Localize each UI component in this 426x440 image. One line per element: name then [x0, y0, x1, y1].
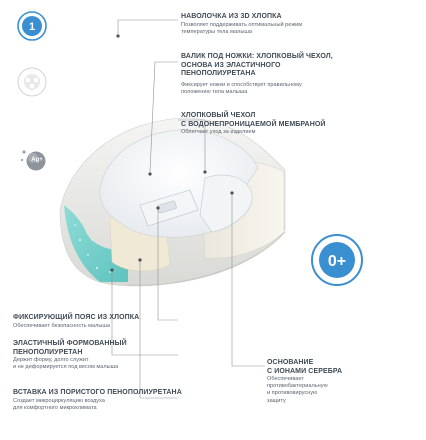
feature-desc-line: Обеспечивает безопасность малыша — [13, 322, 110, 329]
feature-desc-line: противобактериальную — [267, 383, 328, 390]
feature-title: ФИКСИРУЮЩИЙ ПОЯС ИЗ ХЛОПКА — [13, 314, 140, 321]
feature-desc-line: Фиксирует ножки и способствует правильному — [181, 81, 302, 88]
feature-desc-line: для комфортного микроклимата — [13, 404, 97, 411]
feature-porous-insert — [13, 389, 213, 412]
age-zero-plus-icon — [312, 235, 362, 285]
feature-pillowcase — [181, 13, 411, 36]
svg-text:1: 1 — [28, 21, 36, 33]
feature-title: ОСНОВА ИЗ ЭЛАСТИЧНОГО — [181, 61, 281, 69]
feature-desc-line: и противовирусную — [267, 390, 318, 397]
feature-title: ВСТАВКА ИЗ ПОРИСТОГО ПЕНОПОЛИУРЕТАНА — [13, 389, 182, 396]
feature-desc-line: защиту — [267, 397, 286, 404]
feature-desc-line: Обеспечивает — [267, 376, 304, 382]
feature-elastic-foam — [13, 340, 193, 371]
feature-desc-line: и не деформируется под весом малыша — [13, 364, 119, 371]
feature-title: ХЛОПКОВЫЙ ЧЕХОЛ — [181, 112, 256, 119]
feature-title: ОСНОВАНИЕ — [267, 359, 314, 366]
feature-desc-line: температуры тела малыша — [181, 28, 252, 35]
cotton-flower-icon — [18, 68, 46, 96]
feature-title: ПЕНОПОЛИУРЕТАН — [13, 348, 83, 356]
feature-desc-line: Облегчает уход за изделием — [181, 129, 256, 135]
svg-text:0+: 0+ — [327, 253, 347, 270]
feature-title: С ВОДОНЕПРОНИЦАЕМОЙ МЕМБРАНОЙ — [181, 120, 326, 128]
feature-foot-roll — [181, 53, 421, 96]
feature-title: С ИОНАМИ СЕРЕБРА — [267, 367, 343, 375]
feature-silver-base — [267, 359, 387, 405]
feature-title: НАВОЛОЧКА ИЗ 3D ХЛОПКА — [181, 13, 282, 20]
feature-waterproof-cover — [181, 112, 421, 136]
feature-fixing-belt — [13, 314, 193, 330]
feature-title: ЭЛАСТИЧНЫЙ ФОРМОВАННЫЙ — [13, 340, 127, 347]
feature-desc-line: Позволяет поддерживать оптимальный режим — [181, 21, 303, 28]
feature-desc-line: положению тела малыша — [181, 88, 248, 95]
silver-ions-label: Ag+ — [31, 157, 43, 163]
feature-title: ПЕНОПОЛИУРЕТАНА — [181, 70, 256, 77]
feature-desc-line: Держит форму, долго служит — [13, 357, 89, 363]
feature-title: ВАЛИК ПОД НОЖКИ: ХЛОПКОВЫЙ ЧЕХОЛ, — [181, 53, 333, 60]
badge-one-icon — [18, 12, 46, 40]
feature-desc-line: Создает микроциркуляцию воздуха — [13, 397, 105, 404]
